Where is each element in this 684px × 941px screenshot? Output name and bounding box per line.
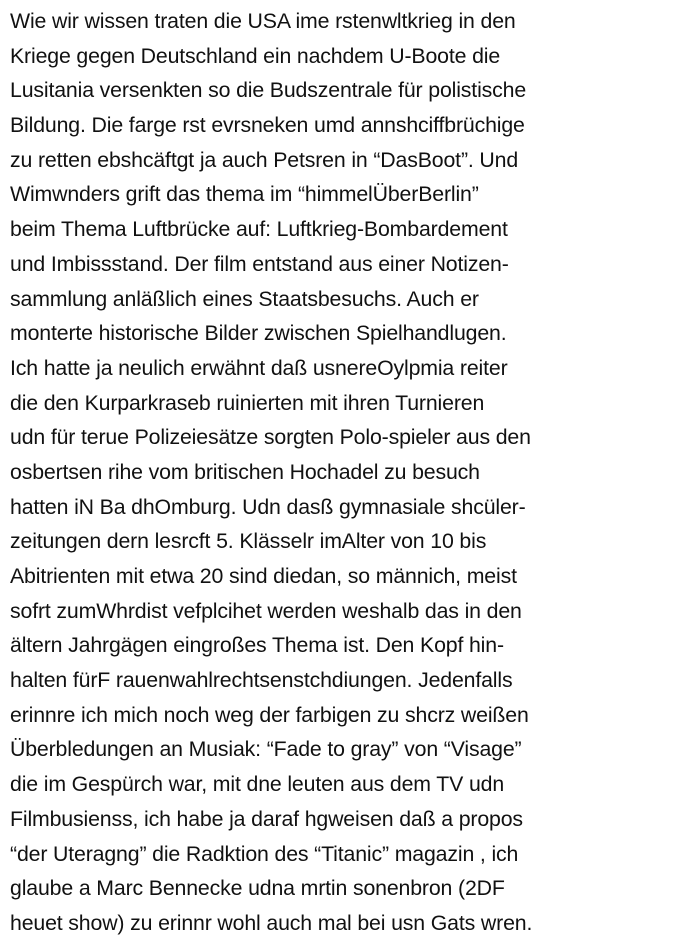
text-line: Lusitania versenkten so die Budszentrale für polistische <box>10 78 527 103</box>
text-line: Wie wir wissen traten die USA ime rstenwltkrieg in den <box>10 9 516 33</box>
text-line: udn für terue Polizeiesätze sorgten Polo-spieler aus den <box>10 425 531 450</box>
text-line: Kriege gegen Deutschland ein nachdem U-Boote die <box>10 43 501 68</box>
text-line: beim Thema Luftbrücke auf: Luftkrieg-Bombardement <box>10 217 508 242</box>
text-line: osbertsen rihe vom britischen Hochadel zu besuch <box>10 459 480 484</box>
text-line: die den Kurparkraseb ruinierten mit ihren Turnieren <box>10 390 485 415</box>
text-line: zu retten ebshcäftgt ja auch Petsren in “DasBoot”. Und <box>10 147 519 172</box>
text-line: sofrt zumWhrdist vefplcihet werden weshalb das in den <box>10 598 522 623</box>
text-line: heuet show) zu erinnr wohl auch mal bei usn Gats wren. <box>10 910 533 935</box>
text-line: Abitrienten mit etwa 20 sind diedan, so männich, meist <box>10 564 517 588</box>
text-line: die im Gespürch war, mit dne leuten aus dem TV udn <box>10 772 505 797</box>
text-line: zeitungen dern lesrcft 5. Klässelr imAlter von 10 bis <box>10 529 487 554</box>
text-line: Überbledungen an Musiak: “Fade to gray” von “Visage” <box>10 737 522 762</box>
text-line: Ich hatte ja neulich erwähnt daß usnereOylpmia reiter <box>10 355 508 380</box>
text-line: erinnre ich mich noch weg der farbigen zu shcrz weißen <box>10 702 529 727</box>
text-line: Wimwnders grift das thema im “himmelÜberBerlin” <box>10 182 479 207</box>
text-line: hatten iN Ba dhOmburg. Udn dasß gymnasiale shcüler- <box>10 494 526 519</box>
text-line: Bildung. Die farge rst evrsneken umd annshciffbrüchige <box>10 113 525 138</box>
document-page <box>10 4 682 936</box>
text-line: monterte historische Bilder zwischen Spielhandlugen. <box>10 321 507 346</box>
text-line: glaube a Marc Bennecke udna mrtin sonenbron (2DF <box>10 876 505 901</box>
text-line: sammlung anläßlich eines Staatsbesuchs. Auch er <box>10 286 479 311</box>
text-line: und Imbissstand. Der film entstand aus einer Notizen- <box>10 251 509 276</box>
text-line: Filmbusienss, ich habe ja daraf hgweisen daß a propos <box>10 806 523 831</box>
text-line: “der Uteragng” die Radktion des “Titanic” magazin , ich <box>10 841 519 866</box>
text-line: ältern Jahrgägen eingroßes Thema ist. Den Kopf hin- <box>10 633 504 658</box>
text-line: halten fürF rauenwahlrechtsenstchdiungen. Jedenfalls <box>10 668 513 693</box>
